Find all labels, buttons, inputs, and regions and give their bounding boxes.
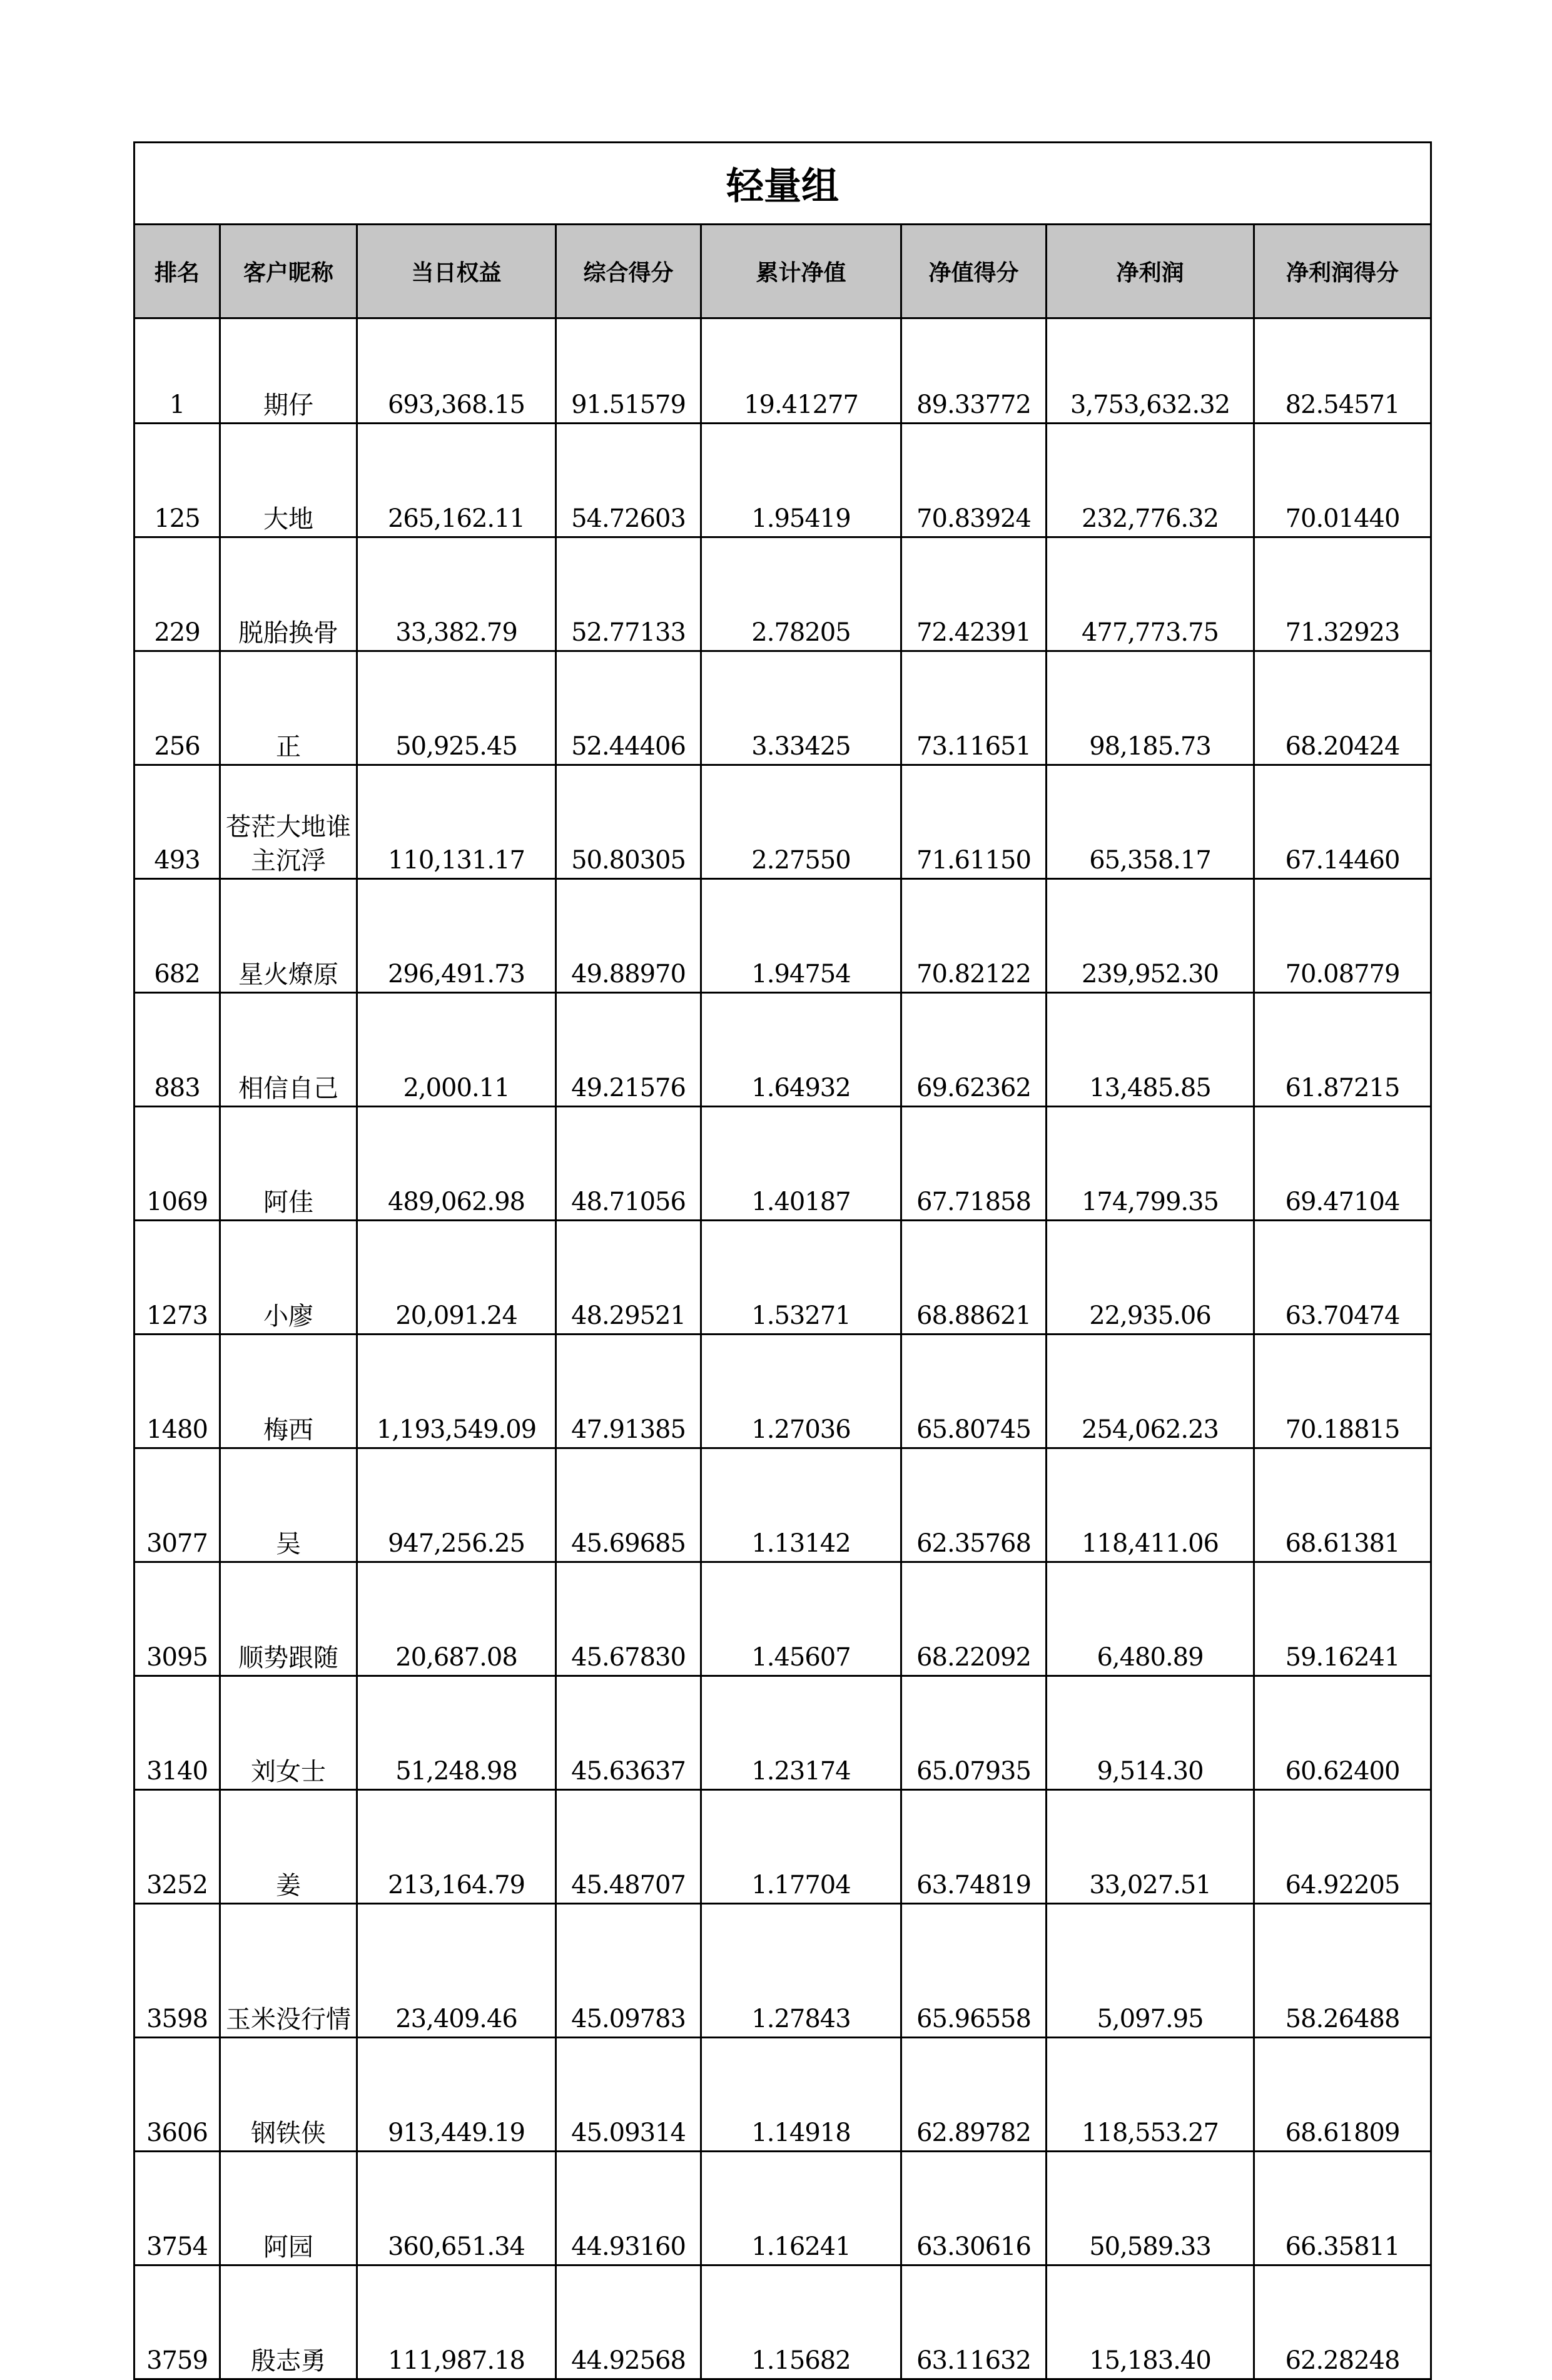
table-row bbox=[134, 765, 1431, 879]
rank-cell: 3077 bbox=[134, 1448, 220, 1562]
column-header-net-profit: 净利润 bbox=[1047, 225, 1254, 318]
table-body bbox=[134, 318, 1431, 2379]
net-profit-cell: 174,799.35 bbox=[1047, 1107, 1254, 1221]
equity-cell: 693,368.15 bbox=[357, 318, 556, 424]
net-profit-score-cell: 71.32923 bbox=[1254, 537, 1431, 651]
equity-cell: 360,651.34 bbox=[357, 2152, 556, 2266]
total-score-cell: 45.69685 bbox=[556, 1448, 701, 1562]
total-score-cell: 48.71056 bbox=[556, 1107, 701, 1221]
cumulative-nav-cell: 1.23174 bbox=[701, 1676, 901, 1790]
rank-cell: 3140 bbox=[134, 1676, 220, 1790]
net-profit-cell: 22,935.06 bbox=[1047, 1221, 1254, 1335]
net-profit-score-cell: 62.28248 bbox=[1254, 2266, 1431, 2379]
net-profit-score-cell: 64.92205 bbox=[1254, 1790, 1431, 1904]
net-profit-cell: 239,952.30 bbox=[1047, 879, 1254, 993]
column-header-rank: 排名 bbox=[134, 225, 220, 318]
net-profit-score-cell: 66.35811 bbox=[1254, 2152, 1431, 2266]
equity-cell: 110,131.17 bbox=[357, 765, 556, 879]
rank-cell: 1 bbox=[134, 318, 220, 424]
equity-cell: 213,164.79 bbox=[357, 1790, 556, 1904]
rank-cell: 3759 bbox=[134, 2266, 220, 2379]
cumulative-nav-cell: 1.17704 bbox=[701, 1790, 901, 1904]
nickname-cell: 姜 bbox=[220, 1790, 357, 1904]
total-score-cell: 45.09314 bbox=[556, 2038, 701, 2152]
total-score-cell: 49.21576 bbox=[556, 993, 701, 1107]
column-header-equity: 当日权益 bbox=[357, 225, 556, 318]
net-profit-cell: 232,776.32 bbox=[1047, 424, 1254, 537]
nav-score-cell: 63.30616 bbox=[901, 2152, 1047, 2266]
net-profit-cell: 15,183.40 bbox=[1047, 2266, 1254, 2379]
nav-score-cell: 65.80745 bbox=[901, 1335, 1047, 1448]
net-profit-cell: 3,753,632.32 bbox=[1047, 318, 1254, 424]
cumulative-nav-cell: 1.53271 bbox=[701, 1221, 901, 1335]
equity-cell: 50,925.45 bbox=[357, 651, 556, 765]
table-row bbox=[134, 1448, 1431, 1562]
cumulative-nav-cell: 1.13142 bbox=[701, 1448, 901, 1562]
column-header-nickname: 客户昵称 bbox=[220, 225, 357, 318]
rank-cell: 3598 bbox=[134, 1904, 220, 2038]
column-header-nav-score: 净值得分 bbox=[901, 225, 1047, 318]
net-profit-score-cell: 68.61809 bbox=[1254, 2038, 1431, 2152]
net-profit-score-cell: 63.70474 bbox=[1254, 1221, 1431, 1335]
total-score-cell: 44.93160 bbox=[556, 2152, 701, 2266]
total-score-cell: 47.91385 bbox=[556, 1335, 701, 1448]
table-row bbox=[134, 1904, 1431, 2038]
rank-cell: 229 bbox=[134, 537, 220, 651]
rank-cell: 3606 bbox=[134, 2038, 220, 2152]
table-row bbox=[134, 2152, 1431, 2266]
net-profit-score-cell: 68.20424 bbox=[1254, 651, 1431, 765]
nickname-cell: 大地 bbox=[220, 424, 357, 537]
total-score-cell: 50.80305 bbox=[556, 765, 701, 879]
equity-cell: 51,248.98 bbox=[357, 1676, 556, 1790]
net-profit-cell: 50,589.33 bbox=[1047, 2152, 1254, 2266]
nickname-cell: 期仔 bbox=[220, 318, 357, 424]
rank-cell: 3252 bbox=[134, 1790, 220, 1904]
table-row bbox=[134, 2266, 1431, 2379]
cumulative-nav-cell: 19.41277 bbox=[701, 318, 901, 424]
table-row bbox=[134, 879, 1431, 993]
nickname-cell: 阿园 bbox=[220, 2152, 357, 2266]
equity-cell: 23,409.46 bbox=[357, 1904, 556, 2038]
nickname-cell: 相信自己 bbox=[220, 993, 357, 1107]
net-profit-cell: 6,480.89 bbox=[1047, 1562, 1254, 1676]
nav-score-cell: 70.82122 bbox=[901, 879, 1047, 993]
rank-cell: 256 bbox=[134, 651, 220, 765]
nickname-cell: 小廖 bbox=[220, 1221, 357, 1335]
net-profit-score-cell: 59.16241 bbox=[1254, 1562, 1431, 1676]
cumulative-nav-cell: 2.78205 bbox=[701, 537, 901, 651]
nav-score-cell: 65.07935 bbox=[901, 1676, 1047, 1790]
table-row bbox=[134, 318, 1431, 424]
nav-score-cell: 62.89782 bbox=[901, 2038, 1047, 2152]
total-score-cell: 48.29521 bbox=[556, 1221, 701, 1335]
table-row bbox=[134, 424, 1431, 537]
net-profit-cell: 477,773.75 bbox=[1047, 537, 1254, 651]
net-profit-cell: 13,485.85 bbox=[1047, 993, 1254, 1107]
cumulative-nav-cell: 1.27843 bbox=[701, 1904, 901, 2038]
nav-score-cell: 63.11632 bbox=[901, 2266, 1047, 2379]
nickname-cell: 星火燎原 bbox=[220, 879, 357, 993]
equity-cell: 296,491.73 bbox=[357, 879, 556, 993]
total-score-cell: 44.92568 bbox=[556, 2266, 701, 2379]
net-profit-score-cell: 60.62400 bbox=[1254, 1676, 1431, 1790]
nickname-cell: 刘女士 bbox=[220, 1676, 357, 1790]
equity-cell: 489,062.98 bbox=[357, 1107, 556, 1221]
cumulative-nav-cell: 1.45607 bbox=[701, 1562, 901, 1676]
rank-cell: 883 bbox=[134, 993, 220, 1107]
table-row bbox=[134, 1676, 1431, 1790]
column-header-total-score: 综合得分 bbox=[556, 225, 701, 318]
table-row bbox=[134, 1335, 1431, 1448]
table-row bbox=[134, 1562, 1431, 1676]
equity-cell: 1,193,549.09 bbox=[357, 1335, 556, 1448]
net-profit-score-cell: 70.18815 bbox=[1254, 1335, 1431, 1448]
net-profit-score-cell: 67.14460 bbox=[1254, 765, 1431, 879]
nickname-cell: 正 bbox=[220, 651, 357, 765]
nickname-cell: 脱胎换骨 bbox=[220, 537, 357, 651]
net-profit-score-cell: 82.54571 bbox=[1254, 318, 1431, 424]
net-profit-score-cell: 70.08779 bbox=[1254, 879, 1431, 993]
equity-cell: 265,162.11 bbox=[357, 424, 556, 537]
rank-cell: 3095 bbox=[134, 1562, 220, 1676]
rank-cell: 1273 bbox=[134, 1221, 220, 1335]
cumulative-nav-cell: 1.15682 bbox=[701, 2266, 901, 2379]
equity-cell: 33,382.79 bbox=[357, 537, 556, 651]
nickname-cell: 殷志勇 bbox=[220, 2266, 357, 2379]
net-profit-cell: 118,411.06 bbox=[1047, 1448, 1254, 1562]
equity-cell: 111,987.18 bbox=[357, 2266, 556, 2379]
net-profit-score-cell: 70.01440 bbox=[1254, 424, 1431, 537]
total-score-cell: 52.77133 bbox=[556, 537, 701, 651]
total-score-cell: 91.51579 bbox=[556, 318, 701, 424]
cumulative-nav-cell: 1.64932 bbox=[701, 993, 901, 1107]
net-profit-score-cell: 69.47104 bbox=[1254, 1107, 1431, 1221]
cumulative-nav-cell: 1.14918 bbox=[701, 2038, 901, 2152]
rank-cell: 125 bbox=[134, 424, 220, 537]
rank-cell: 3754 bbox=[134, 2152, 220, 2266]
equity-cell: 20,687.08 bbox=[357, 1562, 556, 1676]
equity-cell: 2,000.11 bbox=[357, 993, 556, 1107]
table-row bbox=[134, 1221, 1431, 1335]
net-profit-cell: 5,097.95 bbox=[1047, 1904, 1254, 2038]
total-score-cell: 45.48707 bbox=[556, 1790, 701, 1904]
net-profit-score-cell: 61.87215 bbox=[1254, 993, 1431, 1107]
nav-score-cell: 69.62362 bbox=[901, 993, 1047, 1107]
column-header-cumulative-nav: 累计净值 bbox=[701, 225, 901, 318]
equity-cell: 913,449.19 bbox=[357, 2038, 556, 2152]
nickname-cell: 顺势跟随 bbox=[220, 1562, 357, 1676]
nickname-cell: 吴 bbox=[220, 1448, 357, 1562]
nickname-cell: 玉米没行情 bbox=[220, 1904, 357, 2038]
nav-score-cell: 62.35768 bbox=[901, 1448, 1047, 1562]
net-profit-score-cell: 58.26488 bbox=[1254, 1904, 1431, 2038]
title-row bbox=[134, 143, 1431, 225]
equity-cell: 20,091.24 bbox=[357, 1221, 556, 1335]
net-profit-cell: 98,185.73 bbox=[1047, 651, 1254, 765]
equity-cell: 947,256.25 bbox=[357, 1448, 556, 1562]
total-score-cell: 52.44406 bbox=[556, 651, 701, 765]
total-score-cell: 45.63637 bbox=[556, 1676, 701, 1790]
nickname-cell: 苍茫大地谁主沉浮 bbox=[220, 765, 357, 879]
net-profit-score-cell: 68.61381 bbox=[1254, 1448, 1431, 1562]
cumulative-nav-cell: 1.27036 bbox=[701, 1335, 901, 1448]
header-row bbox=[134, 225, 1431, 318]
ranking-table bbox=[133, 141, 1432, 2380]
nav-score-cell: 65.96558 bbox=[901, 1904, 1047, 2038]
net-profit-cell: 33,027.51 bbox=[1047, 1790, 1254, 1904]
nav-score-cell: 71.61150 bbox=[901, 765, 1047, 879]
net-profit-cell: 65,358.17 bbox=[1047, 765, 1254, 879]
nav-score-cell: 68.22092 bbox=[901, 1562, 1047, 1676]
total-score-cell: 54.72603 bbox=[556, 424, 701, 537]
nav-score-cell: 73.11651 bbox=[901, 651, 1047, 765]
column-header-net-profit-score: 净利润得分 bbox=[1254, 225, 1431, 318]
table-row bbox=[134, 1107, 1431, 1221]
table-row bbox=[134, 651, 1431, 765]
rank-cell: 1069 bbox=[134, 1107, 220, 1221]
table-row bbox=[134, 537, 1431, 651]
total-score-cell: 45.09783 bbox=[556, 1904, 701, 2038]
cumulative-nav-cell: 2.27550 bbox=[701, 765, 901, 879]
total-score-cell: 49.88970 bbox=[556, 879, 701, 993]
table-row bbox=[134, 993, 1431, 1107]
rank-cell: 493 bbox=[134, 765, 220, 879]
rank-cell: 1480 bbox=[134, 1335, 220, 1448]
nickname-cell: 钢铁侠 bbox=[220, 2038, 357, 2152]
nav-score-cell: 68.88621 bbox=[901, 1221, 1047, 1335]
cumulative-nav-cell: 1.40187 bbox=[701, 1107, 901, 1221]
nav-score-cell: 63.74819 bbox=[901, 1790, 1047, 1904]
table-row bbox=[134, 1790, 1431, 1904]
cumulative-nav-cell: 1.94754 bbox=[701, 879, 901, 993]
nav-score-cell: 67.71858 bbox=[901, 1107, 1047, 1221]
nickname-cell: 阿佳 bbox=[220, 1107, 357, 1221]
table-title: 轻量组 bbox=[134, 143, 1431, 225]
rank-cell: 682 bbox=[134, 879, 220, 993]
nickname-cell: 梅西 bbox=[220, 1335, 357, 1448]
nav-score-cell: 72.42391 bbox=[901, 537, 1047, 651]
net-profit-cell: 254,062.23 bbox=[1047, 1335, 1254, 1448]
net-profit-cell: 9,514.30 bbox=[1047, 1676, 1254, 1790]
nav-score-cell: 89.33772 bbox=[901, 318, 1047, 424]
total-score-cell: 45.67830 bbox=[556, 1562, 701, 1676]
cumulative-nav-cell: 1.16241 bbox=[701, 2152, 901, 2266]
cumulative-nav-cell: 1.95419 bbox=[701, 424, 901, 537]
table-row bbox=[134, 2038, 1431, 2152]
nav-score-cell: 70.83924 bbox=[901, 424, 1047, 537]
net-profit-cell: 118,553.27 bbox=[1047, 2038, 1254, 2152]
cumulative-nav-cell: 3.33425 bbox=[701, 651, 901, 765]
